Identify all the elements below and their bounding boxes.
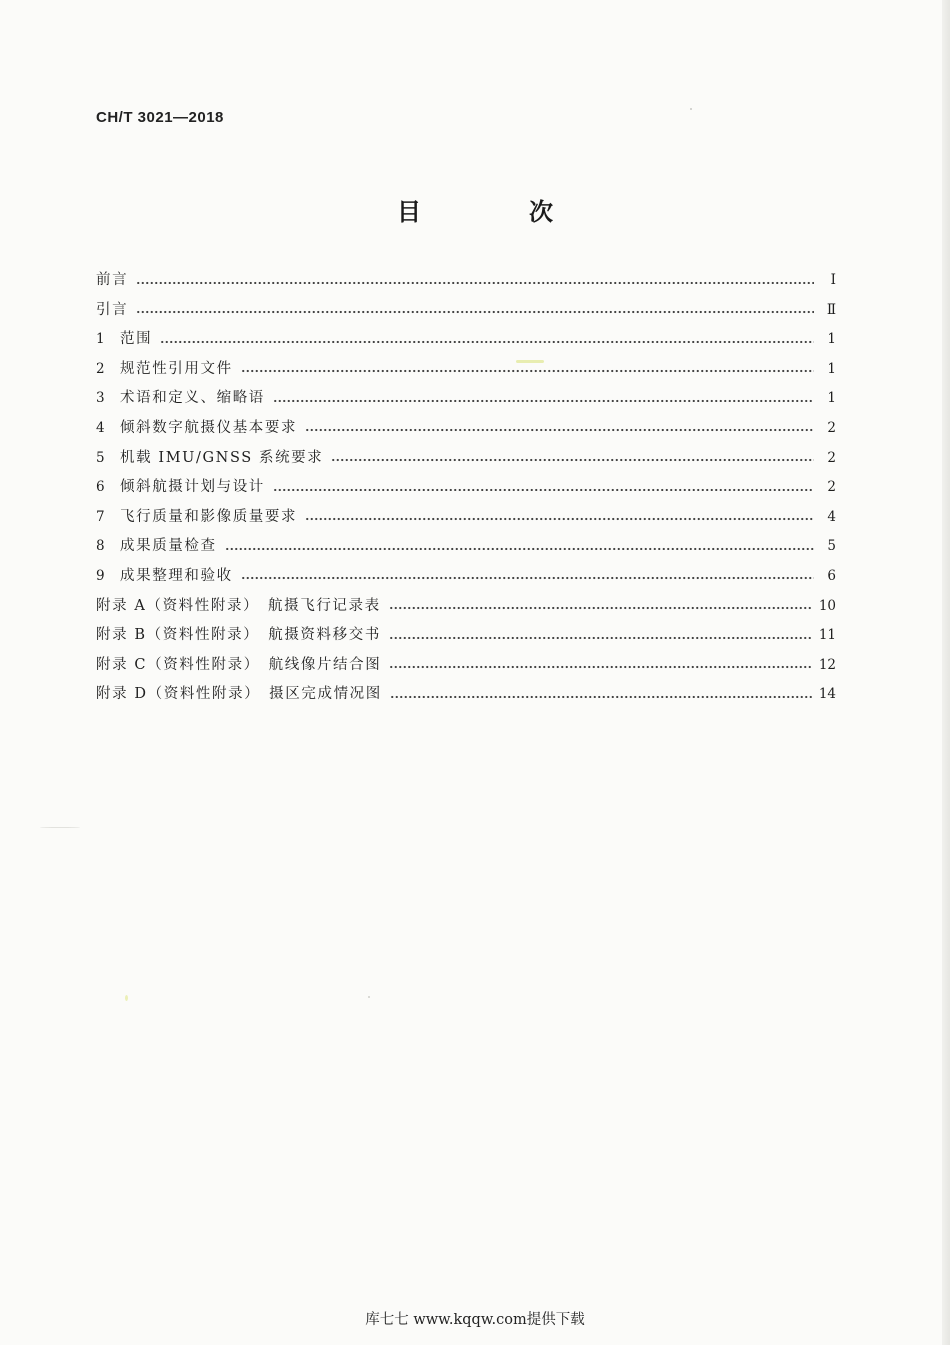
toc-entry-number: 5 <box>96 449 105 466</box>
dot-leader <box>273 477 814 492</box>
toc-entry-number: 6 <box>96 479 105 496</box>
toc-entry-page: 10 <box>818 597 836 614</box>
toc-entry-page: Ⅱ <box>826 301 836 318</box>
toc-entry-appendix-b[interactable] <box>96 623 836 653</box>
toc-entry-label: 倾斜航摄计划与设计 <box>120 479 265 496</box>
dot-leader <box>241 565 814 580</box>
toc-entry-introduction[interactable] <box>96 298 836 328</box>
dot-leader <box>225 536 814 551</box>
page-title: 目 次 <box>397 198 595 226</box>
dot-leader <box>136 270 814 285</box>
scan-speck <box>690 108 692 110</box>
toc-entry-number: 4 <box>96 419 105 436</box>
toc-entry-label: 规范性引用文件 <box>120 360 233 377</box>
toc-entry-number: 2 <box>96 360 105 377</box>
toc-entry-3[interactable] <box>96 386 836 416</box>
toc-entry-label: 附录 B（资料性附录） 航摄资料移交书 <box>96 627 381 644</box>
toc-entry-label: 范围 <box>120 331 153 348</box>
toc-entry-number: 1 <box>96 331 105 348</box>
dot-leader <box>305 417 814 432</box>
toc-entry-label: 机载 IMU/GNSS 系统要求 <box>120 449 324 466</box>
toc-entry-page: 2 <box>827 479 836 496</box>
toc-entry-label: 术语和定义、缩略语 <box>120 390 265 407</box>
toc-entry-page: 2 <box>827 419 836 436</box>
scan-speck <box>40 827 80 828</box>
standard-code: CH/T 3021—2018 <box>96 109 224 126</box>
toc-entry-label: 前言 <box>96 272 129 288</box>
toc-entry-page: Ⅰ <box>830 272 836 288</box>
toc-entry-page: 4 <box>827 508 836 525</box>
dot-leader <box>160 329 814 344</box>
dot-leader <box>389 595 813 610</box>
toc-entry-page: 6 <box>827 567 836 584</box>
toc-entry-preface[interactable] <box>96 268 836 298</box>
toc-entry-page: 11 <box>818 627 836 644</box>
dot-leader <box>389 654 812 669</box>
toc-entry-label: 成果整理和验收 <box>120 567 233 584</box>
toc-entry-number: 7 <box>96 508 105 525</box>
toc-entry-page: 5 <box>827 538 836 555</box>
dot-leader <box>273 388 814 403</box>
toc-entry-label: 成果质量检查 <box>120 538 217 555</box>
toc-entry-label: 飞行质量和影像质量要求 <box>120 508 298 525</box>
toc-entry-number: 3 <box>96 390 105 407</box>
toc-entry-page: 1 <box>827 390 836 407</box>
scan-speck <box>516 360 544 363</box>
toc-entry-label: 附录 C（资料性附录） 航线像片结合图 <box>96 656 382 673</box>
toc-entry-page: 2 <box>827 449 836 466</box>
dot-leader <box>390 684 813 699</box>
scan-speck <box>368 996 370 998</box>
toc-entry-8[interactable] <box>96 534 836 564</box>
toc-entry-number: 9 <box>96 567 105 584</box>
toc-entry-appendix-a[interactable] <box>96 594 836 624</box>
dot-leader <box>136 299 814 314</box>
toc-entry-5[interactable] <box>96 446 836 476</box>
toc-entry-label: 引言 <box>96 301 129 318</box>
toc-entry-4[interactable] <box>96 416 836 446</box>
toc-entry-number: 8 <box>96 538 105 555</box>
dot-leader <box>331 447 814 462</box>
toc-entry-page: 1 <box>827 360 836 377</box>
toc-entry-6[interactable] <box>96 475 836 505</box>
dot-leader <box>389 625 813 640</box>
toc-entry-7[interactable] <box>96 505 836 535</box>
dot-leader <box>305 506 814 521</box>
download-source-footer: 库七七 www.kqqw.com提供下载 <box>365 1312 585 1328</box>
toc-entry-9[interactable] <box>96 564 836 594</box>
table-of-contents <box>96 268 836 712</box>
toc-entry-page: 1 <box>827 331 836 348</box>
toc-entry-2[interactable] <box>96 357 836 387</box>
toc-entry-appendix-c[interactable] <box>96 653 836 683</box>
toc-entry-page: 12 <box>818 656 836 673</box>
toc-entry-appendix-d[interactable] <box>96 682 836 712</box>
toc-entry-page: 14 <box>818 686 836 703</box>
toc-entry-label: 倾斜数字航摄仪基本要求 <box>120 419 298 436</box>
toc-entry-label: 附录 A（资料性附录） 航摄飞行记录表 <box>96 597 381 614</box>
toc-entry-1[interactable] <box>96 327 836 357</box>
scan-speck <box>125 995 128 1001</box>
toc-entry-label: 附录 D（资料性附录） 摄区完成情况图 <box>96 686 382 703</box>
